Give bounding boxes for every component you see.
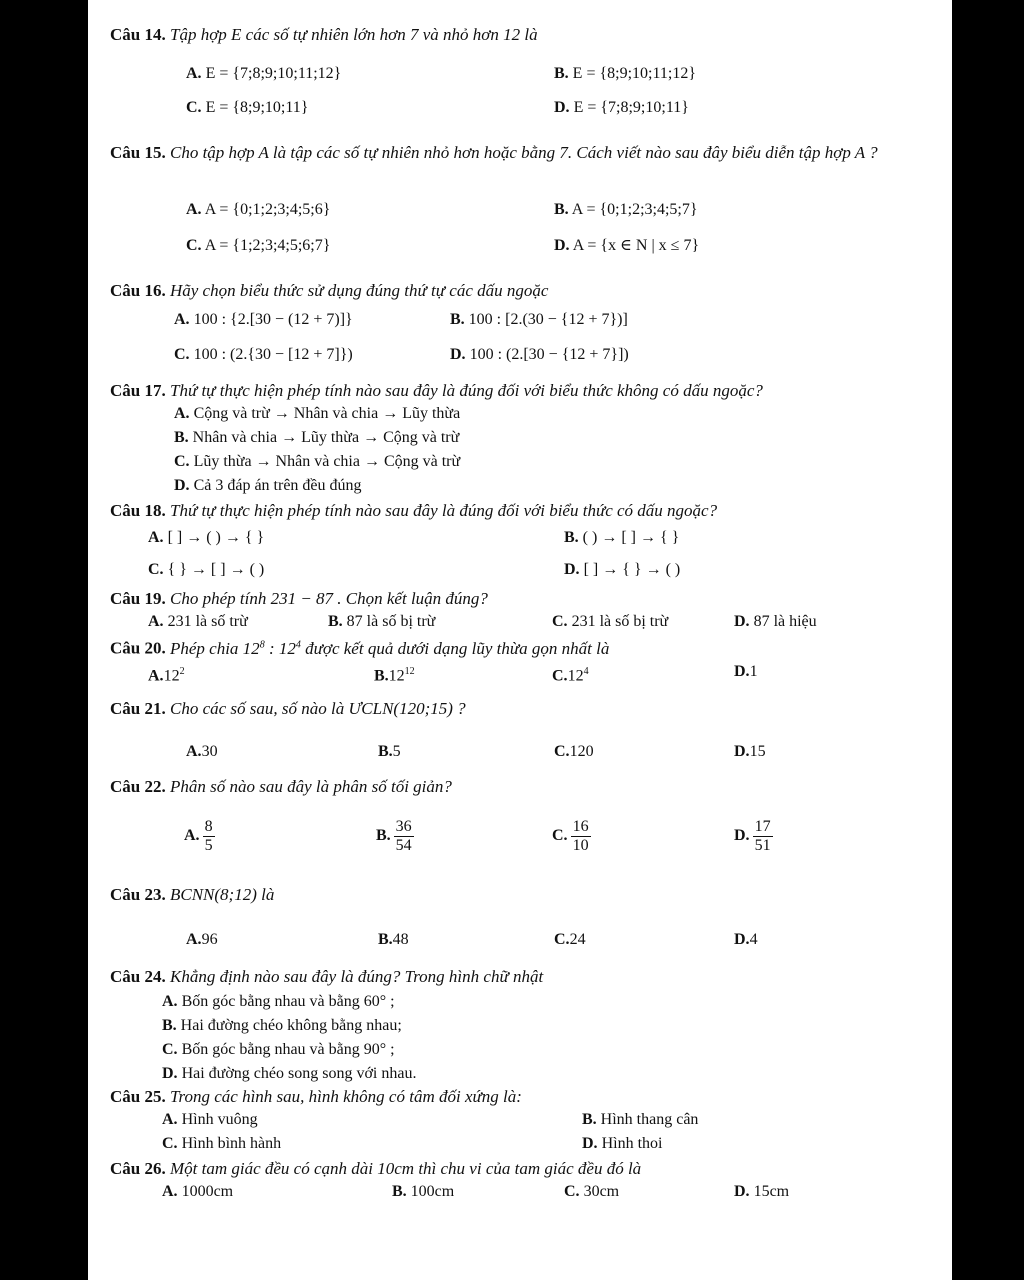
q26-option-a[interactable]: A. 1000cm xyxy=(162,1183,234,1200)
question-21 xyxy=(110,698,940,720)
q18-option-b[interactable]: B. ( ) → [ ] → { } xyxy=(564,529,680,546)
q25-option-a[interactable]: A. Hình vuông xyxy=(162,1111,258,1128)
q19-option-c[interactable]: C. 231 là số bị trừ xyxy=(552,613,669,630)
question-stem: Hãy chọn biểu thức sử dụng đúng thứ tự các dấu ngoặc xyxy=(169,281,549,300)
q22-option-d[interactable]: D. $\frac{17}{51}$ xyxy=(734,818,771,854)
question-number: Câu 24. xyxy=(110,967,166,986)
question-number: Câu 26. xyxy=(110,1159,166,1178)
q17-option-a[interactable]: A. Cộng và trừ → Nhân và chia → Lũy thừa xyxy=(174,405,461,422)
question-17 xyxy=(110,380,940,402)
question-20 xyxy=(110,634,940,660)
question-26 xyxy=(110,1158,940,1180)
question-stem: Cho tập hợp A là tập các số tự nhiên nhỏ hơn hoặc bằng 7. Cách viết nào sau đây biểu diễn tập hợp A ? xyxy=(169,143,878,162)
q26-option-d[interactable]: D. 15cm xyxy=(734,1183,790,1200)
q20-option-d[interactable]: D.1 xyxy=(734,663,758,680)
q19-option-d[interactable]: D. 87 là hiệu xyxy=(734,613,817,630)
q25-option-d[interactable]: D. Hình thoi xyxy=(582,1135,663,1152)
question-stem: Trong các hình sau, hình không có tâm đối xứng là: xyxy=(169,1087,522,1106)
q24-option-b[interactable]: B. Hai đường chéo không bằng nhau; xyxy=(162,1017,402,1034)
q24-option-d[interactable]: D. Hai đường chéo song song với nhau. xyxy=(162,1065,417,1082)
q21-option-a[interactable]: A.30 xyxy=(186,743,218,760)
question-stem: BCNN(8;12) là xyxy=(169,885,275,904)
q17-option-d[interactable]: D. Cả 3 đáp án trên đều đúng xyxy=(174,477,362,494)
question-25 xyxy=(110,1086,940,1108)
q14-option-b[interactable]: B. E = {8;9;10;11;12} xyxy=(554,65,697,82)
q15-option-b[interactable]: B. A = {0;1;2;3;4;5;7} xyxy=(554,201,698,218)
q19-option-a[interactable]: A. 231 là số trừ xyxy=(148,613,248,630)
question-23 xyxy=(110,884,940,906)
question-number: Câu 16. xyxy=(110,281,166,300)
q22-option-a[interactable]: A. $\frac{8}{5}$ xyxy=(184,818,213,854)
question-19 xyxy=(110,588,940,610)
fraction: $\frac{17}{51}$ xyxy=(754,818,771,854)
exam-page xyxy=(88,0,952,1280)
q17-option-c[interactable]: C. Lũy thừa → Nhân và chia → Cộng và trừ xyxy=(174,453,461,470)
q20-option-c[interactable]: $C.12^4$ xyxy=(552,666,589,685)
fraction: $\frac{36}{54}$ xyxy=(395,818,412,854)
question-stem: Một tam giác đều có cạnh dài 10cm thì chu vi của tam giác đều đó là xyxy=(169,1159,642,1178)
q21-option-c[interactable]: C.120 xyxy=(554,743,594,760)
fraction: $\frac{8}{5}$ xyxy=(204,818,213,854)
question-stem: Phép chia $12^8$ : $12^4$ được kết quả dưới dạng lũy thừa gọn nhất là xyxy=(169,638,610,658)
q15-option-c[interactable]: C. A = {1;2;3;4;5;6;7} xyxy=(186,237,331,254)
question-15 xyxy=(110,142,940,164)
q23-option-b[interactable]: B.48 xyxy=(378,931,409,948)
q26-option-c[interactable]: C. 30cm xyxy=(564,1183,620,1200)
question-number: Câu 22. xyxy=(110,777,166,796)
question-stem: Cho phép tính 231 − 87 . Chọn kết luận đúng? xyxy=(169,589,488,608)
q25-option-b[interactable]: B. Hình thang cân xyxy=(582,1111,699,1128)
q14-option-a[interactable]: A. E = {7;8;9;10;11;12} xyxy=(186,65,342,82)
question-number: Câu 18. xyxy=(110,501,166,520)
q15-option-a[interactable]: A. A = {0;1;2;3;4;5;6} xyxy=(186,201,331,218)
q17-option-b[interactable]: B. Nhân và chia → Lũy thừa → Cộng và trừ xyxy=(174,429,460,446)
question-18 xyxy=(110,500,940,522)
q18-option-a[interactable]: A. [ ] → ( ) → { } xyxy=(148,529,265,546)
q14-option-c[interactable]: C. E = {8;9;10;11} xyxy=(186,99,309,116)
q20-option-b[interactable]: $B.12^{12}$ xyxy=(374,666,415,685)
question-number: Câu 23. xyxy=(110,885,166,904)
question-stem: Thứ tự thực hiện phép tính nào sau đây là đúng đối với biểu thức có dấu ngoặc? xyxy=(169,501,718,520)
q16-option-a[interactable]: A. 100 : {2.[30 − (12 + 7)]} xyxy=(174,311,353,328)
q25-option-c[interactable]: C. Hình bình hành xyxy=(162,1135,282,1152)
q18-option-d[interactable]: D. [ ] → { } → ( ) xyxy=(564,561,681,578)
q16-option-c[interactable]: C. 100 : (2.{30 − [12 + 7]}) xyxy=(174,346,353,363)
q16-option-d[interactable]: D. 100 : (2.[30 − {12 + 7}]) xyxy=(450,346,629,363)
q21-option-d[interactable]: D.15 xyxy=(734,743,766,760)
question-22 xyxy=(110,776,940,798)
q23-option-d[interactable]: D.4 xyxy=(734,931,758,948)
q19-option-b[interactable]: B. 87 là số bị trừ xyxy=(328,613,436,630)
question-16 xyxy=(110,280,940,302)
q23-option-a[interactable]: A.96 xyxy=(186,931,218,948)
question-stem: Khẳng định nào sau đây là đúng? Trong hình chữ nhật xyxy=(169,967,544,986)
q24-option-c[interactable]: C. Bốn góc bằng nhau và bằng 90° ; xyxy=(162,1041,395,1058)
q15-option-d[interactable]: D. A = {x ∈ N | x ≤ 7} xyxy=(554,237,700,254)
question-stem: Cho các số sau, số nào là ƯCLN(120;15) ? xyxy=(169,699,466,718)
q20-option-a[interactable]: $A.12^2$ xyxy=(148,666,185,685)
fraction: $\frac{16}{10}$ xyxy=(572,818,589,854)
question-number: Câu 21. xyxy=(110,699,166,718)
q22-option-b[interactable]: B. $\frac{36}{54}$ xyxy=(376,818,412,854)
q21-option-b[interactable]: B.5 xyxy=(378,743,401,760)
question-number: Câu 15. xyxy=(110,143,166,162)
question-stem: Thứ tự thực hiện phép tính nào sau đây là đúng đối với biểu thức không có dấu ngoặc? xyxy=(169,381,763,400)
q23-option-c[interactable]: C.24 xyxy=(554,931,586,948)
question-number: Câu 20. xyxy=(110,638,166,658)
q22-option-c[interactable]: C. $\frac{16}{10}$ xyxy=(552,818,589,854)
q16-option-b[interactable]: B. 100 : [2.(30 − {12 + 7})] xyxy=(450,311,628,328)
q26-option-b[interactable]: B. 100cm xyxy=(392,1183,455,1200)
question-stem: Phân số nào sau đây là phân số tối giản? xyxy=(169,777,452,796)
q14-option-d[interactable]: D. E = {7;8;9;10;11} xyxy=(554,99,689,116)
q24-option-a[interactable]: A. Bốn góc bằng nhau và bằng 60° ; xyxy=(162,993,395,1010)
question-number: Câu 19. xyxy=(110,589,166,608)
q18-option-c[interactable]: C. { } → [ ] → ( ) xyxy=(148,561,265,578)
question-number: Câu 17. xyxy=(110,381,166,400)
question-stem: Tập hợp E các số tự nhiên lớn hơn 7 và nhỏ hơn 12 là xyxy=(169,25,538,44)
question-14 xyxy=(110,24,940,46)
question-number: Câu 25. xyxy=(110,1087,166,1106)
question-24 xyxy=(110,966,940,988)
question-number: Câu 14. xyxy=(110,25,166,44)
